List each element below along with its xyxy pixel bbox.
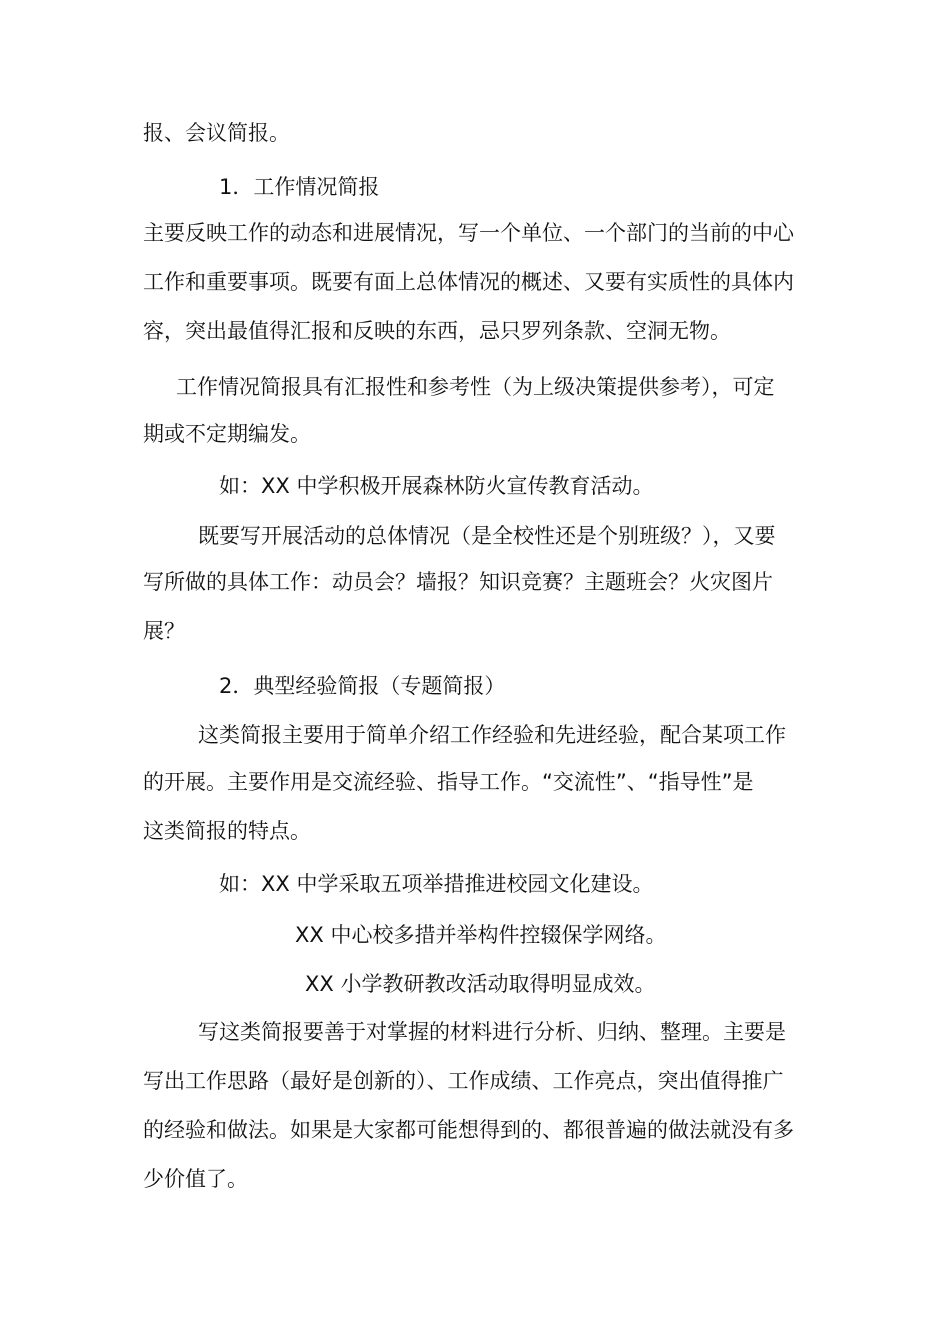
text-line-9: 既要写开展活动的总体情况（是全校性还是个别班级？），又要 (198, 524, 776, 548)
example-line-4: XX 小学教研教改活动取得明显成效。 (305, 972, 656, 996)
text-line-21: 的经验和做法。如果是大家都可能想得到的、都很普遍的做法就没有多 (143, 1118, 794, 1142)
text-line-7: 期或不定期编发。 (143, 422, 311, 446)
text-line-5: 容，突出最值得汇报和反映的东西，忌只罗列条款、空洞无物。 (143, 319, 731, 343)
text-line-15: 这类简报的特点。 (143, 819, 311, 843)
text-line-19: 写这类简报要善于对掌握的材料进行分析、归纳、整理。主要是 (198, 1020, 786, 1044)
text-line-11: 展？ (143, 619, 185, 643)
text-line-6: 工作情况简报具有汇报性和参考性（为上级决策提供参考），可定 (176, 375, 775, 399)
section-heading-typical-experience: 2．典型经验简报（专题简报） (219, 674, 506, 698)
text-line-13: 这类简报主要用于简单介绍工作经验和先进经验，配合某项工作 (198, 723, 786, 747)
text-line-1: 报、会议简报。 (143, 121, 290, 145)
section-heading-work-report: 1．工作情况简报 (219, 175, 380, 199)
text-line-4: 工作和重要事项。既要有面上总体情况的概述、又要有实质性的具体内 (143, 270, 794, 294)
text-line-20: 写出工作思路（最好是创新的）、工作成绩、工作亮点，突出值得推广 (143, 1069, 784, 1093)
text-line-22: 少价值了。 (143, 1167, 248, 1191)
text-line-3: 主要反映工作的动态和进展情况，写一个单位、一个部门的当前的中心 (143, 221, 794, 245)
example-line-3: XX 中心校多措并举构件控辍保学网络。 (295, 923, 667, 947)
example-line-2: 如：XX 中学采取五项举措推进校园文化建设。 (219, 872, 654, 896)
text-line-14: 的开展。主要作用是交流经验、指导工作。“交流性”、“指导性”是 (143, 770, 754, 794)
example-line-1: 如：XX 中学积极开展森林防火宣传教育活动。 (219, 474, 654, 498)
text-line-10: 写所做的具体工作：动员会？墙报？知识竞赛？主题班会？火灾图片 (143, 570, 773, 594)
